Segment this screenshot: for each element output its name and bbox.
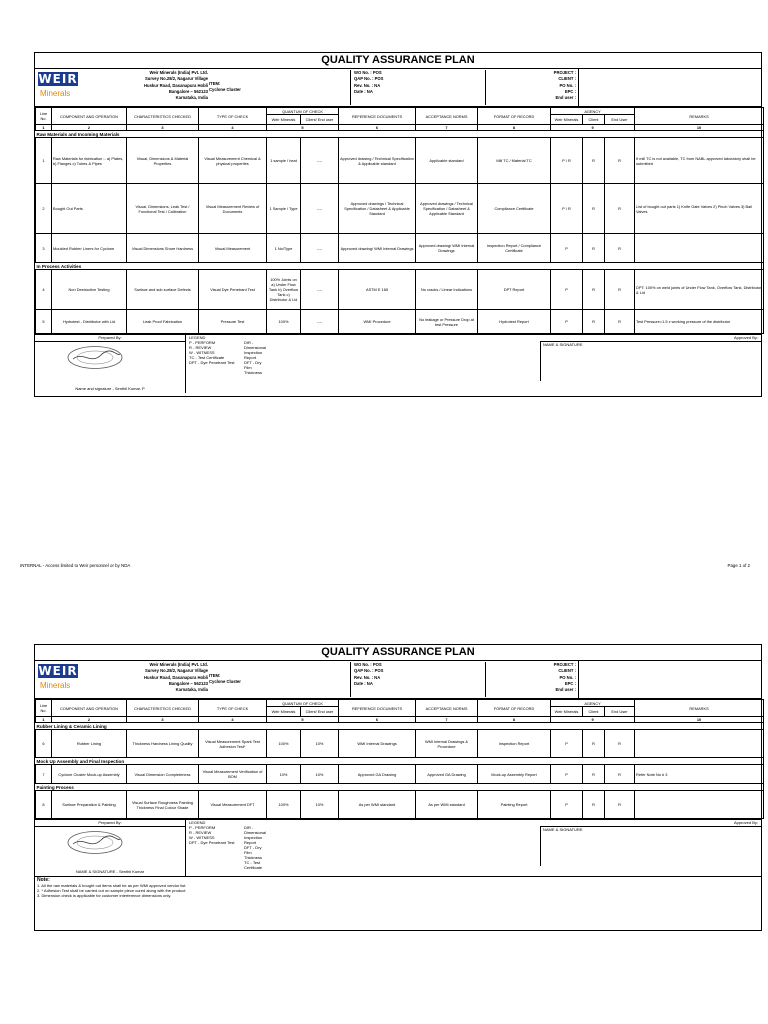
wo-line: QAP No. : POS xyxy=(354,668,384,674)
col-weir-minerals: Weir Minerals xyxy=(267,115,301,125)
col-agency-client: Client xyxy=(583,707,605,717)
quantum-client: 10% xyxy=(301,791,339,819)
col-agency-end-user: End User xyxy=(605,115,635,125)
col-remarks: REMARKS xyxy=(635,108,764,125)
legend-line: P - PERFORM xyxy=(189,340,216,345)
quantum-client: 10% xyxy=(301,765,339,784)
logo-subtitle: Minerals xyxy=(40,681,71,690)
col-agency-end-user: End User xyxy=(605,707,635,717)
qap-sheet-2 xyxy=(34,644,762,931)
project-line: EPC : xyxy=(564,88,576,94)
agency-end-user: R xyxy=(605,184,635,234)
company-line: Weir Minerals (India) Pvt. Ltd. xyxy=(149,662,208,667)
wo-line: Date : NA xyxy=(354,88,373,94)
company-address xyxy=(115,662,208,693)
notes-block xyxy=(35,876,761,898)
company-stamp-icon xyxy=(65,345,125,370)
col-number: 9 xyxy=(551,125,635,131)
project-line: PROJECT : xyxy=(553,662,576,667)
agency-client: R xyxy=(583,234,605,263)
company-line: Huskur Road, Dasanapura Hobli xyxy=(144,674,208,680)
company-address xyxy=(115,70,208,101)
reference-docs: Approved GA Drawing xyxy=(339,765,416,784)
wo-line: Date : NA xyxy=(354,680,373,686)
remarks xyxy=(635,730,764,758)
prepared-name: Name and signature - Senthil Kumar. P xyxy=(75,386,145,391)
col-acceptance: ACCEPTANCE NORMS xyxy=(416,108,478,125)
agency-client: R xyxy=(583,765,605,784)
legend-line: TC - Test Certificate xyxy=(244,860,263,870)
agency-weir: P xyxy=(551,234,583,263)
col-number: 8 xyxy=(478,717,551,723)
agency-end-user: R xyxy=(605,270,635,310)
company-stamp-icon xyxy=(65,830,125,855)
remarks: List of bought out parts 1) Knife Gate Valves 2) Pinch Valves 3) Ball Valves xyxy=(635,184,764,234)
col-line-no: Line No. xyxy=(36,108,52,125)
quantum-weir: 1 Sample / Type xyxy=(267,184,301,234)
prepared-by-label: Prepared By: xyxy=(35,335,185,342)
legend-line: DIR - Dimensional Inspection Report xyxy=(244,340,267,360)
col-acceptance: ACCEPTANCE NORMS xyxy=(416,700,478,717)
quantum-client: ---- xyxy=(301,234,339,263)
format-of-record: Compliance Certificate xyxy=(478,184,551,234)
col-line-no: Line No. xyxy=(36,700,52,717)
type-of-check: Visual Measurement xyxy=(199,234,267,263)
agency-end-user: R xyxy=(605,765,635,784)
agency-client: R xyxy=(583,184,605,234)
legend-line: LEGEND xyxy=(189,820,206,825)
legend-block xyxy=(185,820,267,876)
col-number: 1 xyxy=(36,125,52,131)
col-quantum: QUANTUM OF CHECK xyxy=(267,700,339,707)
agency-weir: P xyxy=(551,270,583,310)
page-title: QUALITY ASSURANCE PLAN xyxy=(35,53,761,69)
wo-line: Rev. No. : NA xyxy=(354,82,381,88)
acceptance-norms: No cracks / Linear Indications xyxy=(416,270,478,310)
signature-footer xyxy=(35,819,761,876)
col-number: 10 xyxy=(635,717,764,723)
characteristics: Visual, Dimensions & Material Properties xyxy=(127,138,199,184)
characteristics: Leak Proof Fabrication xyxy=(127,310,199,334)
col-component: COMPONENT AND OPERATION xyxy=(52,108,127,125)
legend-line: P - PERFORM xyxy=(189,825,216,830)
legend-line: DFT - Dry Film Thickness xyxy=(244,845,263,860)
col-number: 7 xyxy=(416,125,478,131)
legend-line: LEGEND xyxy=(189,335,206,340)
name-signature-label: NAME & SIGNATURE xyxy=(540,826,762,866)
col-ref-docs: REFERENCE DOCUMENTS xyxy=(339,700,416,717)
wo-block xyxy=(350,662,383,697)
col-number: 9 xyxy=(551,717,635,723)
col-weir-minerals: Weir Minerals xyxy=(267,707,301,717)
agency-weir: P / R xyxy=(551,184,583,234)
quantum-client: ---- xyxy=(301,184,339,234)
page-number: Page 1 of 2 xyxy=(727,563,750,568)
agency-end-user: R xyxy=(605,234,635,263)
agency-weir: P xyxy=(551,765,583,784)
col-component: COMPONENT AND OPERATION xyxy=(52,700,127,717)
page-title: QUALITY ASSURANCE PLAN xyxy=(35,645,761,661)
project-block xyxy=(485,662,578,697)
section-header: Rubber Lining & Ceramic Lining xyxy=(36,723,764,730)
company-line: Karnataka, India xyxy=(175,95,208,101)
line-no: 4 xyxy=(36,270,52,310)
col-type: TYPE OF CHECK xyxy=(199,108,267,125)
wo-line: QAP No. : POS xyxy=(354,76,384,82)
type-of-check: Visual Measurement Verification of BOM xyxy=(199,765,267,784)
col-agency: AGENCY xyxy=(551,108,635,115)
project-line: PROJECT : xyxy=(553,70,576,75)
notes-title-text: Note: xyxy=(37,877,50,883)
component: Surface Preparation & Painting xyxy=(52,791,127,819)
component: Cyclone Cluster Mock-up Assembly xyxy=(52,765,127,784)
logo-wordmark: WEIR xyxy=(38,664,78,678)
agency-end-user: R xyxy=(605,730,635,758)
col-number: 3 xyxy=(127,125,199,131)
company-line: Survey No.28/2, Nagarur Village xyxy=(145,76,208,82)
quantum-weir: 1 No/Type xyxy=(267,234,301,263)
project-line: End user : xyxy=(555,687,576,693)
quantum-client: 10% xyxy=(301,730,339,758)
acceptance-norms: Applicable standard xyxy=(416,138,478,184)
qap-header xyxy=(35,661,761,699)
legend-col-2 xyxy=(244,340,266,375)
item-value: Cyclone Cluster xyxy=(209,87,241,92)
reference-docs: Approved drawing/ WMI Internal Drawings xyxy=(339,234,416,263)
wo-line: WO No. : POS xyxy=(354,662,382,667)
company-line: Survey No.28/2, Nagarur Village xyxy=(145,668,208,674)
quantum-weir: 100% xyxy=(267,791,301,819)
acceptance-norms: Approved GA Drawing xyxy=(416,765,478,784)
col-number: 3 xyxy=(127,717,199,723)
quantum-client: ---- xyxy=(301,310,339,334)
col-type: TYPE OF CHECK xyxy=(199,700,267,717)
qap-table-1 xyxy=(35,107,764,334)
format-of-record: Painting Report xyxy=(478,791,551,819)
characteristics: Surface and sub surface Defects xyxy=(127,270,199,310)
quantum-weir: 100% xyxy=(267,730,301,758)
characteristics: Thickness Hardness Lining Quality xyxy=(127,730,199,758)
col-remarks: REMARKS xyxy=(635,700,764,717)
col-characteristics: CHARACTERISTICS CHECKED xyxy=(127,108,199,125)
col-number: 4 xyxy=(199,125,267,131)
approved-by-label: Approved By: xyxy=(733,335,758,340)
logo-subtitle: Minerals xyxy=(40,89,71,98)
legend-line: W - WITNESS xyxy=(189,835,215,840)
type-of-check: Visual Measurement Review of Documents xyxy=(199,184,267,234)
qap-header xyxy=(35,69,761,107)
company-line: Weir Minerals (India) Pvt. Ltd. xyxy=(149,70,208,75)
legend-line: R - REVIEW xyxy=(189,345,212,350)
type-of-check: Visual Measurement DFT xyxy=(199,791,267,819)
col-number: 4 xyxy=(199,717,267,723)
section-header: Painting Process xyxy=(36,784,764,791)
project-line: CLIENT : xyxy=(558,76,576,82)
reference-docs: As per WMI standard xyxy=(339,791,416,819)
weir-logo xyxy=(38,72,108,102)
characteristics: Visual Surface Roughness Painting Thickness Final Colour Shade xyxy=(127,791,199,819)
acceptance-norms: No leakage or Pressure Drop at test Pressure xyxy=(416,310,478,334)
section-header: Mock Up Assembly and Final Inspection xyxy=(36,758,764,765)
confidentiality-note: INTERNAL - Access limited to Weir personnel or by NDA xyxy=(20,563,131,568)
item-block xyxy=(209,673,241,685)
legend-line: DFT - Dry Film Thickness xyxy=(244,360,263,375)
agency-client: R xyxy=(583,138,605,184)
acceptance-norms: Approved drawing/ WMI Internal Drawings xyxy=(416,234,478,263)
legend-block xyxy=(185,335,267,393)
divider xyxy=(578,661,580,698)
reference-docs: Approved drawing / Technical Specification & Applicable standard xyxy=(339,138,416,184)
company-line: Bangalore – 562123 xyxy=(168,88,208,94)
agency-client: R xyxy=(583,310,605,334)
col-format: FORMAT OF RECORD xyxy=(478,108,551,125)
col-number: 6 xyxy=(339,717,416,723)
characteristics: Visual, Dimensions, Leak Test / Functional Test / Calibration xyxy=(127,184,199,234)
reference-docs: Approved drawings / Technical Specification / Datasheet & Applicable Standard xyxy=(339,184,416,234)
remarks xyxy=(635,234,764,263)
project-line: End user : xyxy=(555,95,576,101)
col-number: 2 xyxy=(52,717,127,723)
line-no: 5 xyxy=(36,310,52,334)
col-number: 10 xyxy=(635,125,764,131)
note-line: 3. Dimension check is applicable for customer interference dimensions only. xyxy=(37,893,172,898)
col-number: 7 xyxy=(416,717,478,723)
item-value: Cyclone Cluster xyxy=(209,679,241,684)
wo-line: Rev. No. : NA xyxy=(354,674,381,680)
type-of-check: Pressure Test xyxy=(199,310,267,334)
project-line: PO No. : xyxy=(559,82,576,88)
acceptance-norms: WMI Internal Drawings & Procedure xyxy=(416,730,478,758)
approved-by-label: Approved By: xyxy=(733,820,758,825)
legend-line: R - REVIEW xyxy=(189,830,212,835)
quantum-client: ---- xyxy=(301,138,339,184)
reference-docs: WMI Internal Drawings xyxy=(339,730,416,758)
col-agency-weir: Weir Minerals xyxy=(551,115,583,125)
agency-client: R xyxy=(583,270,605,310)
project-line: PO No. : xyxy=(559,674,576,680)
acceptance-norms: As per WMI standard xyxy=(416,791,478,819)
legend-col-2 xyxy=(244,825,266,870)
col-number: 5 xyxy=(267,125,339,131)
acceptance-norms: Approved drawings / Technical Specification / Datasheet & Applicable Standard xyxy=(416,184,478,234)
characteristics: Visual Dimensions Shore Hardness xyxy=(127,234,199,263)
quantum-client: ---- xyxy=(301,270,339,310)
prepared-by-label: Prepared By: xyxy=(35,820,185,827)
qap-table-2 xyxy=(35,699,764,819)
project-line: CLIENT : xyxy=(558,668,576,674)
reference-docs: WMI Procedure xyxy=(339,310,416,334)
format-of-record: Mock-up Assembly Report xyxy=(478,765,551,784)
col-number: 2 xyxy=(52,125,127,131)
component: Raw Materials for fabrication :- a) Plates, b) Flanges c) Tubes & Pipes xyxy=(52,138,127,184)
line-no: 8 xyxy=(36,791,52,819)
legend-line: TC - Test Certificate xyxy=(189,355,225,360)
col-agency-weir: Weir Minerals xyxy=(551,707,583,717)
type-of-check: Visual Measurement Spark Test Adhesion Test* xyxy=(199,730,267,758)
format-of-record: DPT Report xyxy=(478,270,551,310)
item-label: ITEM: xyxy=(209,673,221,678)
name-signature-label: NAME & SIGNATURE xyxy=(540,341,762,381)
col-number: 6 xyxy=(339,125,416,131)
quantum-weir: 10% xyxy=(267,765,301,784)
agency-weir: P xyxy=(551,310,583,334)
type-of-check: Visual Measurement Chemical & physical properties xyxy=(199,138,267,184)
characteristics: Visual Dimension Completeness xyxy=(127,765,199,784)
reference-docs: ASTM E 165 xyxy=(339,270,416,310)
component: Moulded Rubber Liners for Cyclone xyxy=(52,234,127,263)
component: Rubber Lining xyxy=(52,730,127,758)
section-header: In Process Activities xyxy=(36,263,764,270)
format-of-record: Mill TC / Material TC xyxy=(478,138,551,184)
col-agency-client: Client xyxy=(583,115,605,125)
project-line: EPC : xyxy=(564,680,576,686)
col-characteristics: CHARACTERISTICS CHECKED xyxy=(127,700,199,717)
note-line: 2. * Adhesion Test shall be carried out on sample piece cured along with the product xyxy=(37,888,186,893)
col-number: 1 xyxy=(36,717,52,723)
wo-block xyxy=(350,70,383,105)
line-no: 2 xyxy=(36,184,52,234)
format-of-record: Hydrotest Report xyxy=(478,310,551,334)
format-of-record: Inspection Report xyxy=(478,730,551,758)
line-no: 7 xyxy=(36,765,52,784)
note-line: 1. All the raw materials & bought out items shall be as per WMI approved vendor list. xyxy=(37,883,187,888)
quantum-weir: 100% Joints on a) Under Flow Tank b) Overflow Tank c) Distributor & Lid xyxy=(267,270,301,310)
divider xyxy=(578,69,580,106)
project-block xyxy=(485,70,578,105)
company-line: Karnataka, India xyxy=(175,687,208,693)
legend-line: W - WITNESS xyxy=(189,350,215,355)
item-block xyxy=(209,81,241,93)
agency-end-user: R xyxy=(605,791,635,819)
remarks: If mill TC is not available, TC from NABL approved laboratory shall be submitted xyxy=(635,138,764,184)
qap-sheet-1 xyxy=(34,52,762,397)
component: Hydrotest - Distributor with Lid xyxy=(52,310,127,334)
line-no: 1 xyxy=(36,138,52,184)
col-client-end-user: Client/ End user xyxy=(301,115,339,125)
signature-footer xyxy=(35,334,761,393)
col-quantum: QUANTUM OF CHECK xyxy=(267,108,339,115)
agency-end-user: R xyxy=(605,138,635,184)
format-of-record: Inspection Report / Compliance Certificate xyxy=(478,234,551,263)
col-ref-docs: REFERENCE DOCUMENTS xyxy=(339,108,416,125)
agency-weir: P / R xyxy=(551,138,583,184)
col-number: 5 xyxy=(267,717,339,723)
weir-logo xyxy=(38,664,108,694)
prepared-name: NAME & SIGNATURE - Senthil Kumar xyxy=(75,869,145,874)
legend-line: DPT - Dye Penetrant Test xyxy=(189,360,235,365)
company-line: Bangalore – 562123 xyxy=(168,680,208,686)
logo-wordmark: WEIR xyxy=(38,72,78,86)
agency-client: R xyxy=(583,730,605,758)
legend-line: DPT - Dye Penetrant Test xyxy=(189,840,235,845)
quantum-weir: 1 sample / heat xyxy=(267,138,301,184)
type-of-check: Visual Dye Penetrant Test xyxy=(199,270,267,310)
agency-end-user: R xyxy=(605,310,635,334)
remarks: Test Pressure=1.5 x working pressure of the distributor xyxy=(635,310,764,334)
remarks xyxy=(635,791,764,819)
page-footer xyxy=(20,563,750,568)
col-client-end-user: Client/ End user xyxy=(301,707,339,717)
line-no: 3 xyxy=(36,234,52,263)
remarks: Refer Note No # 3 xyxy=(635,765,764,784)
remarks: DPT: 100% on weld joints of Under Flow Tank, Overflow Tank, Distributor & Lid xyxy=(635,270,764,310)
agency-client: R xyxy=(583,791,605,819)
legend-line: DIR - Dimensional Inspection Report xyxy=(244,825,267,845)
col-agency: AGENCY xyxy=(551,700,635,707)
agency-weir: P xyxy=(551,730,583,758)
agency-weir: P xyxy=(551,791,583,819)
component: Non Destructive Testing xyxy=(52,270,127,310)
col-number: 8 xyxy=(478,125,551,131)
line-no: 6 xyxy=(36,730,52,758)
col-format: FORMAT OF RECORD xyxy=(478,700,551,717)
component: Bought Out Parts xyxy=(52,184,127,234)
company-line: Huskur Road, Dasanapura Hobli xyxy=(144,82,208,88)
quantum-weir: 100% xyxy=(267,310,301,334)
section-header: Raw Materials and Incoming Materials xyxy=(36,131,764,138)
item-label: ITEM: xyxy=(209,81,221,86)
wo-line: WO No. : POS xyxy=(354,70,382,75)
